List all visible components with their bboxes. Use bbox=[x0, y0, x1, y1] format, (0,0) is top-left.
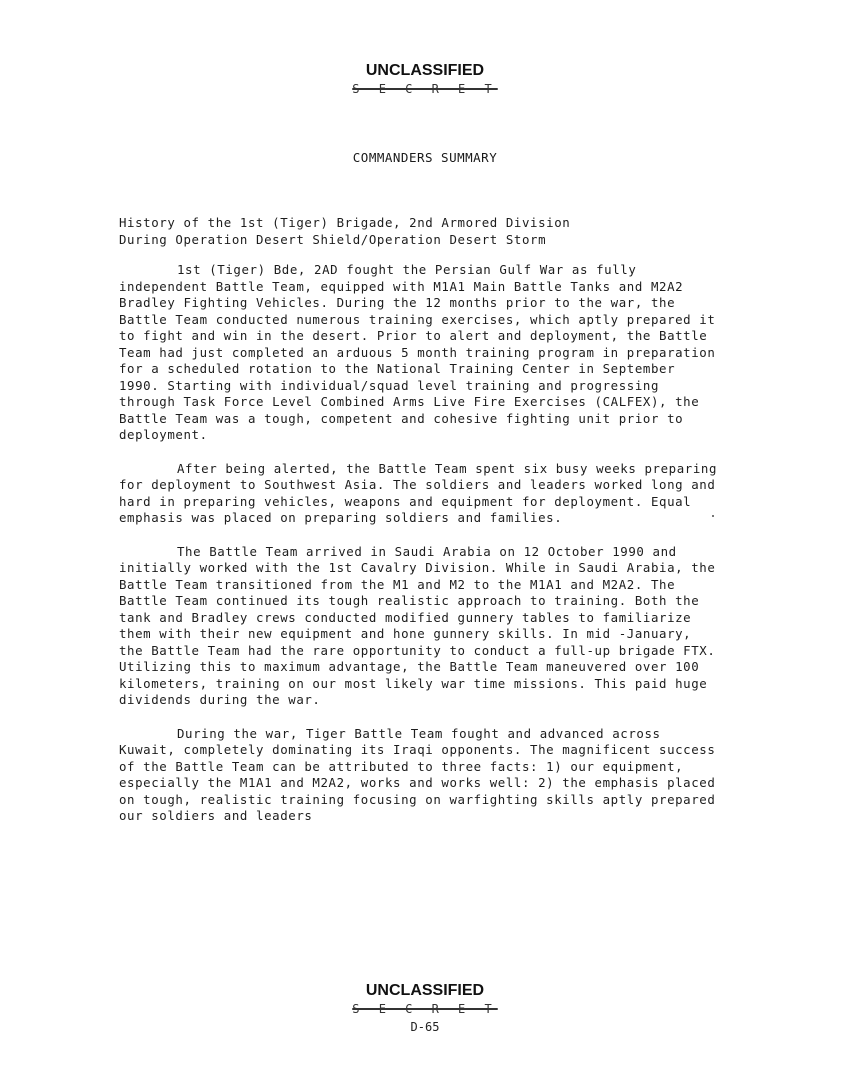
document-heading bbox=[119, 215, 719, 248]
paragraph-1: 1st (Tiger) Bde, 2AD fought the Persian Gulf War as fully independent Battle Team, equipped with M1A1 Main Battle Tanks and M2A2 Bradley Fighting Vehicles. During the 12 months prior to the war, the Battle Team conducted numerous training exercises, which aptly prepared it to fight and win in the desert. Prior to alert and deployment, the Battle Team had just completed an arduous 5 month training program in preparation for a scheduled rotation to the National Training Center in September 1990. Starting with individual/squad level training and progressing through Task Force Level Combined Arms Live Fire Exercises (CALFEX), the Battle Team was a tough, competent and cohesive fighting unit prior to deployment. bbox=[119, 262, 716, 442]
document-body bbox=[119, 262, 719, 842]
page-title: COMMANDERS SUMMARY bbox=[352, 150, 498, 165]
page-number: D-65 bbox=[410, 1020, 440, 1034]
header-struck-marking bbox=[0, 82, 850, 96]
paragraph-2: After being alerted, the Battle Team spent six busy weeks preparing for deployment to Southwest Asia. The soldiers and leaders worked long and hard in preparing vehicles, weapons and equipment for deployment. Equal emphasis was placed on preparing soldiers and families. bbox=[119, 460, 718, 525]
heading-line-1: History of the 1st (Tiger) Brigade, 2nd Armored Division bbox=[119, 215, 571, 230]
paragraph-3: The Battle Team arrived in Saudi Arabia on 12 October 1990 and initially worked with the 1st Cavalry Division. While in Saudi Arabia, the Battle Team transitioned from the M1 and M2 to the M1A1 and M2A2. The Battle Team continued its tough realistic approach to training. Both the tank and Bradley crews conducted modified gunnery tables to familiarize them with their new equipment and hone gunnery skills. In mid -January, the Battle Team had the rare opportunity to conduct a full-up brigade FTX. Utilizing this to maximum advantage, the Battle Team maneuvered over 100 kilometers, training on our most likely war time missions. This paid huge dividends during the war. bbox=[119, 543, 716, 707]
header-classification: UNCLASSIFIED bbox=[365, 62, 485, 79]
scan-speck bbox=[712, 515, 714, 517]
footer-classification: UNCLASSIFIED bbox=[365, 982, 485, 999]
heading-line-2: During Operation Desert Shield/Operation Desert Storm bbox=[119, 231, 547, 247]
paragraph-4: During the war, Tiger Battle Team fought and advanced across Kuwait, completely dominating its Iraqi opponents. The magnificent success of the Battle Team can be attributed to three facts: 1) our equipment, especially the M1A1 and M2A2, works and works well: 2) the emphasis placed on tough, realistic training focusing on warfighting skills aptly prepared our soldiers and leaders bbox=[119, 725, 716, 823]
header-struck-text: S E C R E T bbox=[352, 82, 498, 96]
footer-struck-text: S E C R E T bbox=[352, 1002, 498, 1016]
footer-struck-marking bbox=[0, 1002, 850, 1016]
